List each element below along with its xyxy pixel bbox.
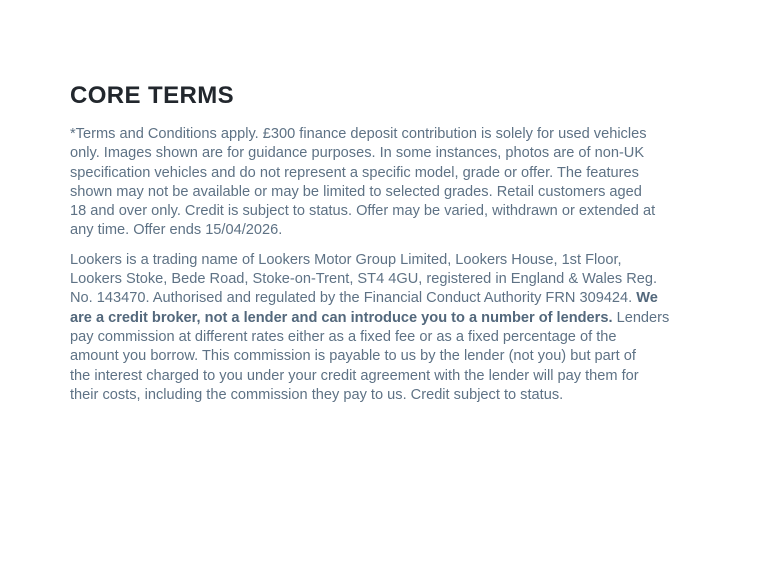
legal-line: the interest charged to you under your credit agreement with the lender will pay them for xyxy=(70,367,639,384)
terms-line: any time. Offer ends 15/04/2026. xyxy=(70,222,283,239)
credit-broker-statement-bold: are a credit broker, not a lender and can introduce you to a number of lenders. xyxy=(70,309,613,326)
legal-line: amount you borrow. This commission is payable to us by the lender (not you) but part of xyxy=(70,348,636,365)
legal-text-normal: No. 143470. Authorised and regulated by the Financial Conduct Authority FRN 309424. xyxy=(70,290,637,307)
terms-line: specification vehicles and do not represent a specific model, grade or offer. The features xyxy=(70,164,639,181)
terms-content xyxy=(70,84,710,405)
legal-line xyxy=(70,309,710,328)
terms-line: *Terms and Conditions apply. £300 finance deposit contribution is solely for used vehicles xyxy=(70,126,647,142)
legal-line: pay commission at different rates either as a fixed fee or as a fixed percentage of the xyxy=(70,328,617,345)
legal-line: their costs, including the commission they pay to us. Credit subject to status. xyxy=(70,386,564,403)
terms-line: 18 and over only. Credit is subject to status. Offer may be varied, withdrawn or extended at xyxy=(70,203,656,220)
legal-line xyxy=(70,289,710,308)
legal-line: Lookers Stoke, Bede Road, Stoke-on-Trent, ST4 4GU, registered in England & Wales Reg. xyxy=(70,271,658,288)
terms-paragraph xyxy=(70,125,710,241)
credit-broker-statement-bold: We xyxy=(636,290,658,307)
terms-line: shown may not be available or may be limited to selected grades. Retail customers aged xyxy=(70,183,642,200)
terms-line: only. Images shown are for guidance purposes. In some instances, photos are of non-UK xyxy=(70,145,645,162)
legal-paragraph xyxy=(70,251,710,405)
page-title: CORE TERMS xyxy=(70,82,235,109)
legal-line: Lookers is a trading name of Lookers Motor Group Limited, Lookers House, 1st Floor, xyxy=(70,251,622,268)
legal-text-normal: Lenders xyxy=(612,309,670,326)
